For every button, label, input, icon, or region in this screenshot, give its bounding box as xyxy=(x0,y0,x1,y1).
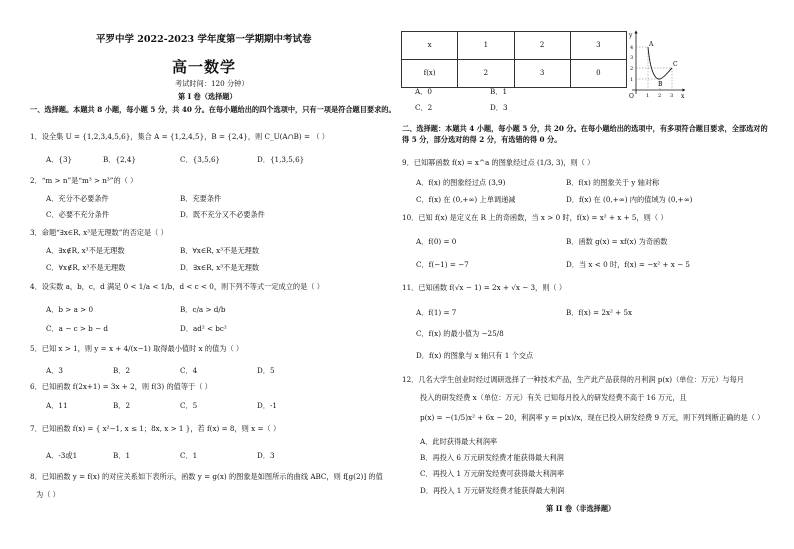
q2-option-b[interactable]: B．充要条件 xyxy=(180,194,222,203)
question-11-stem: 11．已知函数 f(√x − 1) = 2x + √x − 3，则（ ） xyxy=(402,283,567,292)
question-5-stem: 5．已知 x > 1，则 y = x + 4/(x−1) 取得最小值时 x 的值为（ ） xyxy=(30,344,244,353)
q6-option-b[interactable]: B．2 xyxy=(113,401,131,410)
table-cell: 3 xyxy=(514,60,570,88)
q9-option-d[interactable]: D．f(x) 在 (0,+∞) 内的值域为 (0,+∞) xyxy=(566,195,693,204)
q1-option-b[interactable]: B．{2,4} xyxy=(103,155,137,164)
q3-option-a[interactable]: A．∃x∉R, x³不是无理数 xyxy=(46,246,125,255)
graph-x-label: x xyxy=(681,93,685,100)
question-2-stem: 2．“m > n”是“m³ > n³”的（ ） xyxy=(30,176,138,185)
table-cell: x xyxy=(402,32,458,60)
table-cell: 1 xyxy=(458,32,514,60)
q3-option-b[interactable]: B．∀x∈R, x³不是无理数 xyxy=(180,246,260,255)
question-4-stem: 4．设实数 a，b，c，d 满足 0 < 1/a < 1/b，d < c < 0，则下列不等式一定成立的是（ ） xyxy=(30,282,324,291)
section-2-heading: 第 II 卷（非选择题） xyxy=(546,504,616,513)
q12-option-d[interactable]: D．再投入 1 万元研发经费才能获得最大利润 xyxy=(420,486,565,495)
q2-option-d[interactable]: D．既不充分又不必要条件 xyxy=(180,210,265,219)
x-tick: 1 xyxy=(646,93,650,99)
question-12-line-2: 投入的研发经费 x（单位：万元）有关 已知每月投入的研发经费不高于 16 万元，且 xyxy=(420,393,687,402)
q11-option-c[interactable]: C．f(x) 的最小值为 −25/8 xyxy=(416,329,504,338)
q7-option-d[interactable]: D．3 xyxy=(257,451,275,460)
q9-option-a[interactable]: A．f(x) 的图象经过点 (3,9) xyxy=(416,178,506,187)
q1-option-d[interactable]: D．{1,3,5,6} xyxy=(257,155,305,164)
q10-option-d[interactable]: D．当 x < 0 时，f(x) = −x² + x − 5 xyxy=(566,260,690,269)
q11-option-a[interactable]: A．f(1) = 7 xyxy=(416,308,457,317)
table-row xyxy=(402,32,627,60)
q5-option-d[interactable]: D．5 xyxy=(257,366,275,375)
point-b: B xyxy=(658,81,663,88)
q10-option-a[interactable]: A．f(0) = 0 xyxy=(416,237,457,246)
y-tick: 4 xyxy=(630,45,634,51)
point-c: C xyxy=(673,61,678,68)
q7-option-a[interactable]: A．-3或1 xyxy=(46,451,78,460)
question-8-stem-cont: 为（ ） xyxy=(36,490,60,499)
exam-time: 考试时间：120 分钟） xyxy=(175,79,249,88)
q5-option-a[interactable]: A．3 xyxy=(46,366,63,375)
q10-option-c[interactable]: C．f(−1) = −7 xyxy=(416,260,469,269)
table-row xyxy=(402,60,627,88)
q6-option-a[interactable]: A．11 xyxy=(46,401,68,410)
x-tick: 3 xyxy=(670,93,674,99)
value-table xyxy=(401,31,627,88)
point-a: A xyxy=(649,41,654,48)
q8-option-b[interactable]: B．1 xyxy=(490,87,508,96)
question-1-stem: 1．设全集 U = {1,2,3,4,5,6}，集合 A = {1,2,4,5}，B = {2,4}，则 C_U(A∩B) = （ ） xyxy=(30,132,329,141)
table-cell: 2 xyxy=(514,32,570,60)
x-tick: 2 xyxy=(658,93,662,99)
q11-option-b[interactable]: B．f(x) = 2x² + 5x xyxy=(566,308,633,317)
q9-option-c[interactable]: C．f(x) 在 (0,+∞) 上单调递减 xyxy=(416,195,516,204)
q3-option-c[interactable]: C．∀x∉R, x³不是无理数 xyxy=(46,263,126,272)
question-3-stem: 3．命题“∃x∈R, x³是无理数”的否定是（ ） xyxy=(30,228,168,237)
q5-option-c[interactable]: C．4 xyxy=(180,366,198,375)
q5-option-b[interactable]: B．2 xyxy=(113,366,131,375)
q12-option-b[interactable]: B．再投入 6 万元研发经费才能获得最大利润 xyxy=(420,453,564,462)
q2-option-c[interactable]: C．必要不充分条件 xyxy=(46,210,110,219)
y-tick: 3 xyxy=(630,55,634,61)
curve-abc xyxy=(648,47,672,79)
exam-title: 平罗中学 2022-2023 学年度第一学期期中考试卷 xyxy=(96,34,312,45)
part-2-instructions: 二、选择题：本题共 4 小题，每小题 5 分，共 20 分。在每小题给出的选项中，有多项符合题目要求，全部选对的得 5 分，部分选对的得 2 分，有选错的得 0 分。 xyxy=(402,124,768,144)
question-12-line-1: 12．几名大学生创业时经过调研选择了一种技术产品，生产此产品获得的月利润 p(x)（单位：万元）与每月 xyxy=(402,375,744,384)
function-graph xyxy=(626,28,688,100)
q1-option-a[interactable]: A．{3} xyxy=(46,155,73,164)
q6-option-d[interactable]: D．-1 xyxy=(257,401,277,410)
q8-option-d[interactable]: D．3 xyxy=(490,103,508,112)
q4-option-b[interactable]: B．c/a > d/b xyxy=(180,305,226,314)
q7-option-b[interactable]: B．1 xyxy=(113,451,131,460)
question-9-stem: 9．已知幂函数 f(x) = x^a 的图象经过点 (1/3, 3)，则（ ） xyxy=(402,158,595,167)
y-tick: 1 xyxy=(630,77,634,83)
q6-option-c[interactable]: C．5 xyxy=(180,401,198,410)
q2-option-a[interactable]: A．充分不必要条件 xyxy=(46,194,109,203)
part-1-instructions: 一、选择题。本题共 8 小题，每小题 5 分，共 40 分。在每小题给出的四个选项中，只有一项是符合题目要求的。 xyxy=(30,105,396,114)
question-8-stem: 8．已知函数 y = f(x) 的对应关系如下表所示，函数 y = g(x) 的图象是如图所示的曲线 ABC，则 f[g(2)] 的值 xyxy=(30,472,383,481)
table-cell: 3 xyxy=(570,32,626,60)
q11-option-d[interactable]: D．f(x) 的图象与 x 轴只有 1 个交点 xyxy=(416,351,534,360)
y-tick: 2 xyxy=(630,66,634,72)
section-1-heading: 第 I 卷（选择题） xyxy=(178,92,237,101)
q4-option-d[interactable]: D．ad² < bc² xyxy=(180,324,227,333)
q8-option-a[interactable]: A．0 xyxy=(415,87,432,96)
q4-option-c[interactable]: C．a − c > b − d xyxy=(46,324,108,333)
graph-y-label: y xyxy=(629,32,633,39)
q7-option-c[interactable]: C．1 xyxy=(180,451,198,460)
q8-option-c[interactable]: C．2 xyxy=(415,103,433,112)
table-cell: f(x) xyxy=(402,60,458,88)
q12-option-c[interactable]: C．再投入 1 万元研发经费可获得最大利润率 xyxy=(420,469,565,478)
exam-subject: 高一数学 xyxy=(172,58,237,76)
question-10-stem: 10．已知 f(x) 是定义在 R 上的奇函数，当 x > 0 时，f(x) = x² + x + 5，则（ ） xyxy=(402,213,668,222)
table-cell: 2 xyxy=(458,60,514,88)
q9-option-b[interactable]: B．f(x) 的图象关于 y 轴对称 xyxy=(566,178,660,187)
q4-option-a[interactable]: A．b > a > 0 xyxy=(46,305,94,314)
question-6-stem: 6．已知函数 f(2x+1) = 3x + 2，则 f(3) 的值等于（ ） xyxy=(30,382,212,391)
table-cell: 0 xyxy=(570,60,626,88)
q10-option-b[interactable]: B．函数 g(x) = xf(x) 为奇函数 xyxy=(566,237,668,246)
question-7-stem: 7．已知函数 f(x) = { x²−1, x ≤ 1；8x, x > 1 }，若 f(x) = 8，则 x =（ ） xyxy=(30,424,281,433)
q12-option-a[interactable]: A．此时获得最大利润率 xyxy=(420,437,498,446)
q1-option-c[interactable]: C．{3,5,6} xyxy=(180,155,221,164)
q3-option-d[interactable]: D．∃x∈R, x³不是无理数 xyxy=(180,263,260,272)
question-12-line-3: p(x) = −(1/5)x² + 6x − 20，利润率 y = p(x)/x，现在已投入研发经费 9 万元，则下列判断正确的是（ ） xyxy=(420,413,765,422)
graph-origin: O xyxy=(629,93,634,100)
